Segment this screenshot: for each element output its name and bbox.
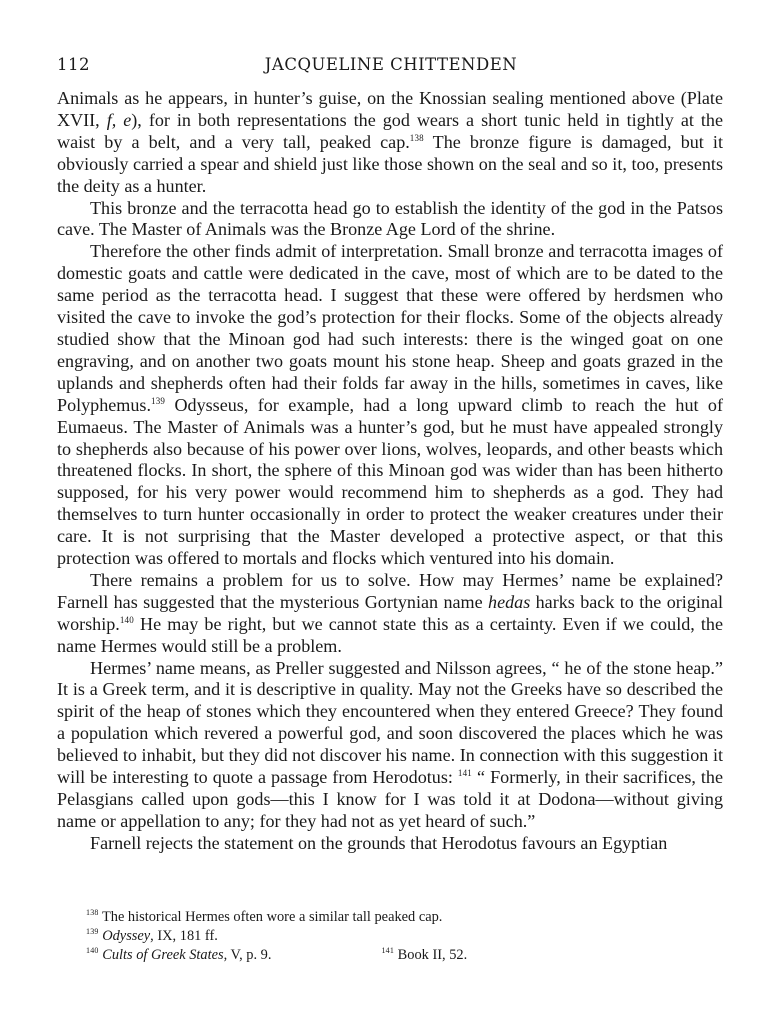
footnotes <box>86 908 726 965</box>
paragraph-3: Therefore the other finds admit of interpretation. Small bronze and terracotta images of domestic goats and cattle were dedicated in the cave, most of which are to be dated to the same period as the terracotta head. I suggest that these were offered by herdsmen who visited the cave to invoke the god’s protection for their flocks. Some of the objects already studied show that the Minoan god had such interests: there is the winged goat on one engraving, and on another two goats mount his stone heap. Sheep and goats grazed in the uplands and shepherds often had their folds far away in the hills, sometimes in caves, like Polyphemus.$^{139}$ Odysseus, for example, had a long upward climb to reach the hut of Eumaeus. The Master of Animals was a hunter’s god, but he must have appealed strongly to shepherds also because of his power over lions, wolves, leopards, and other beasts which threatened flocks. In short, the sphere of this Minoan god was wider than has been hitherto supposed, for his very power would recommend him to shepherds as a god. They had themselves to turn hunter occasionally in order to protect the weaker creatures under their care. It is not surprising that the Master developed a protective aspect, or that this protection was offered to mortals and flocks which ventured into his domain. <box>57 241 723 569</box>
footnote-ref-139: 139 <box>151 395 166 406</box>
footnote-141: $^{141}$ Book II, 52. <box>381 946 468 963</box>
body-text <box>57 88 723 855</box>
running-head: JACQUELINE CHITTENDEN <box>264 55 518 74</box>
footnote-ref-140: 140 <box>119 614 134 625</box>
paragraph-2: This bronze and the terracotta head go to establish the identity of the god in the Patsos cave. The Master of Animals was the Bronze Age Lord of the shrine. <box>57 197 723 240</box>
footnote-ref-138: 138 <box>409 132 424 143</box>
footnote-139: $^{139}$ Odyssey, IX, 181 ff. <box>86 927 218 944</box>
footnote-ref-141: 141 <box>457 768 473 779</box>
page-header <box>57 55 725 79</box>
page-number: 112 <box>57 55 90 74</box>
paragraph-6: Farnell rejects the statement on the grounds that Herodotus favours an Egyptian <box>90 832 668 853</box>
footnote-138: $^{138}$ The historical Hermes often wore a similar tall peaked cap. <box>86 908 443 925</box>
paragraph-5: Hermes’ name means, as Preller suggested and Nilsson agrees, “ he of the stone heap.” It is a Greek term, and it is descriptive in quality. May not the Greeks have so described the spirit of the heap of stones which they encountered when they entered Greece? They found a population which revered a powerful god, and soon discovered the places which he was believed to inhabit, but they did not discover his name. In connection with this suggestion it will be interesting to quote a passage from Herodotus: $^{141}$ “ Formerly, in their sacrifices, the Pelasgians called upon gods—this I know for I was told it at Dodona—without giving name or appellation to any; for they had not as yet heard of such.” <box>57 657 724 831</box>
footnote-140: $^{140}$ Cults of Greek States, V, p. 9. <box>86 946 272 963</box>
paragraph-4: There remains a problem for us to solve. How may Hermes’ name be explained? Farnell has suggested that the mysterious Gortynian name hedas harks back to the original worship.$^{140}$ He may be right, but we cannot state this as a certainty. Even if we could, the name Hermes would still be a problem. <box>57 569 723 656</box>
paragraph-1: Animals as he appears, in hunter’s guise, on the Knossian sealing mentioned above (Plate XVII, f, e), for in both representations the god wears a short tunic held in tightly at the waist by a belt, and a very tall, peaked cap.$^{138}$ The bronze figure is damaged, but it obviously carried a spear and shield just like those shown on the seal and so it, too, presents the deity as a hunter. <box>57 88 723 196</box>
